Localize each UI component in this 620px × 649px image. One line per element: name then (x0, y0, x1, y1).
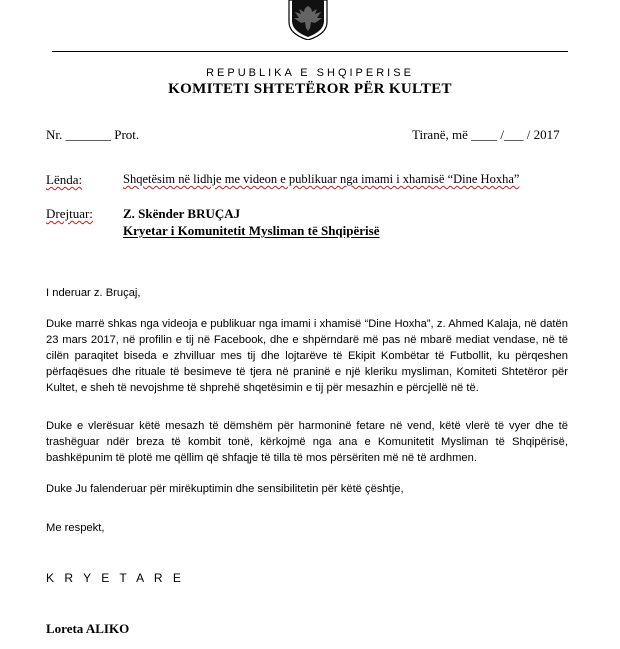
protocol-number: Nr. _______ Prot. (46, 127, 140, 142)
republic-heading: REPUBLIKA E SHQIPERISE (206, 67, 414, 79)
subject-text: Shqetësim në lidhje me videon e publikuar nga imami i xhamisë “Dine Hoxha” (123, 172, 520, 186)
addressee-title: Kryetar i Komunitetit Mysliman të Shqipërisë (123, 223, 380, 238)
signature-title: K R Y E T A R E (46, 571, 185, 585)
signature-name: Loreta ALIKO (46, 621, 130, 636)
body-paragraph-1: Duke marrë shkas nga videoja e publikuar nga imami i xhamisë “Dine Hoxha”, z. Ahmed Kalaja, në datën 23 mars 2017, në profilin e tij në Facebook, dhe e shpërndarë më pas në mbarë mediat vendase, në të cilën paraqitet biseda e zhvilluar mes tij dhe lojtarëve të Ekipit Kombëtar të Futbollit, ku përqeshen përfaqësues dhe rituale të besimeve të tjera në praninë e një kleriku mysliman, Komiteti Shtetëror për Kultet, e sheh të nevojshme të shprehë shqetësimin e tij për mesazhin e përcjellë në të. (46, 318, 568, 394)
closing: Me respekt, (46, 522, 105, 534)
body-paragraph-3: Duke Ju falenderuar për mirëkuptimin dhe sensibilitetin për këtë çështje, (46, 483, 404, 495)
place-date: Tiranë, më ____ /___ / 2017 (412, 127, 560, 142)
greeting: I nderuar z. Bruçaj, (46, 287, 141, 299)
committee-heading: KOMITETI SHTETËROR PËR KULTET (168, 81, 452, 97)
addressee-name: Z. Skënder BRUÇAJ (123, 206, 241, 221)
body-paragraph-2: Duke e vlerësuar këtë mesazh të dëmshëm për harmoninë fetare në vend, këtë vlerë të vyer dhe të trashëguar ndër breza të kombit tonë, kërkojmë nga ana e Komunitetit Mysliman të Shqipërisë, bashkëpunim të plotë me qëllim që shfaqje të tilla të mos përsëriten më në të ardhmen. (46, 420, 568, 464)
subject-label: Lënda: (46, 172, 83, 187)
addressee-label: Drejtuar: (46, 206, 93, 221)
albanian-eagle-emblem-icon (283, 0, 333, 40)
header-rule (52, 51, 568, 52)
